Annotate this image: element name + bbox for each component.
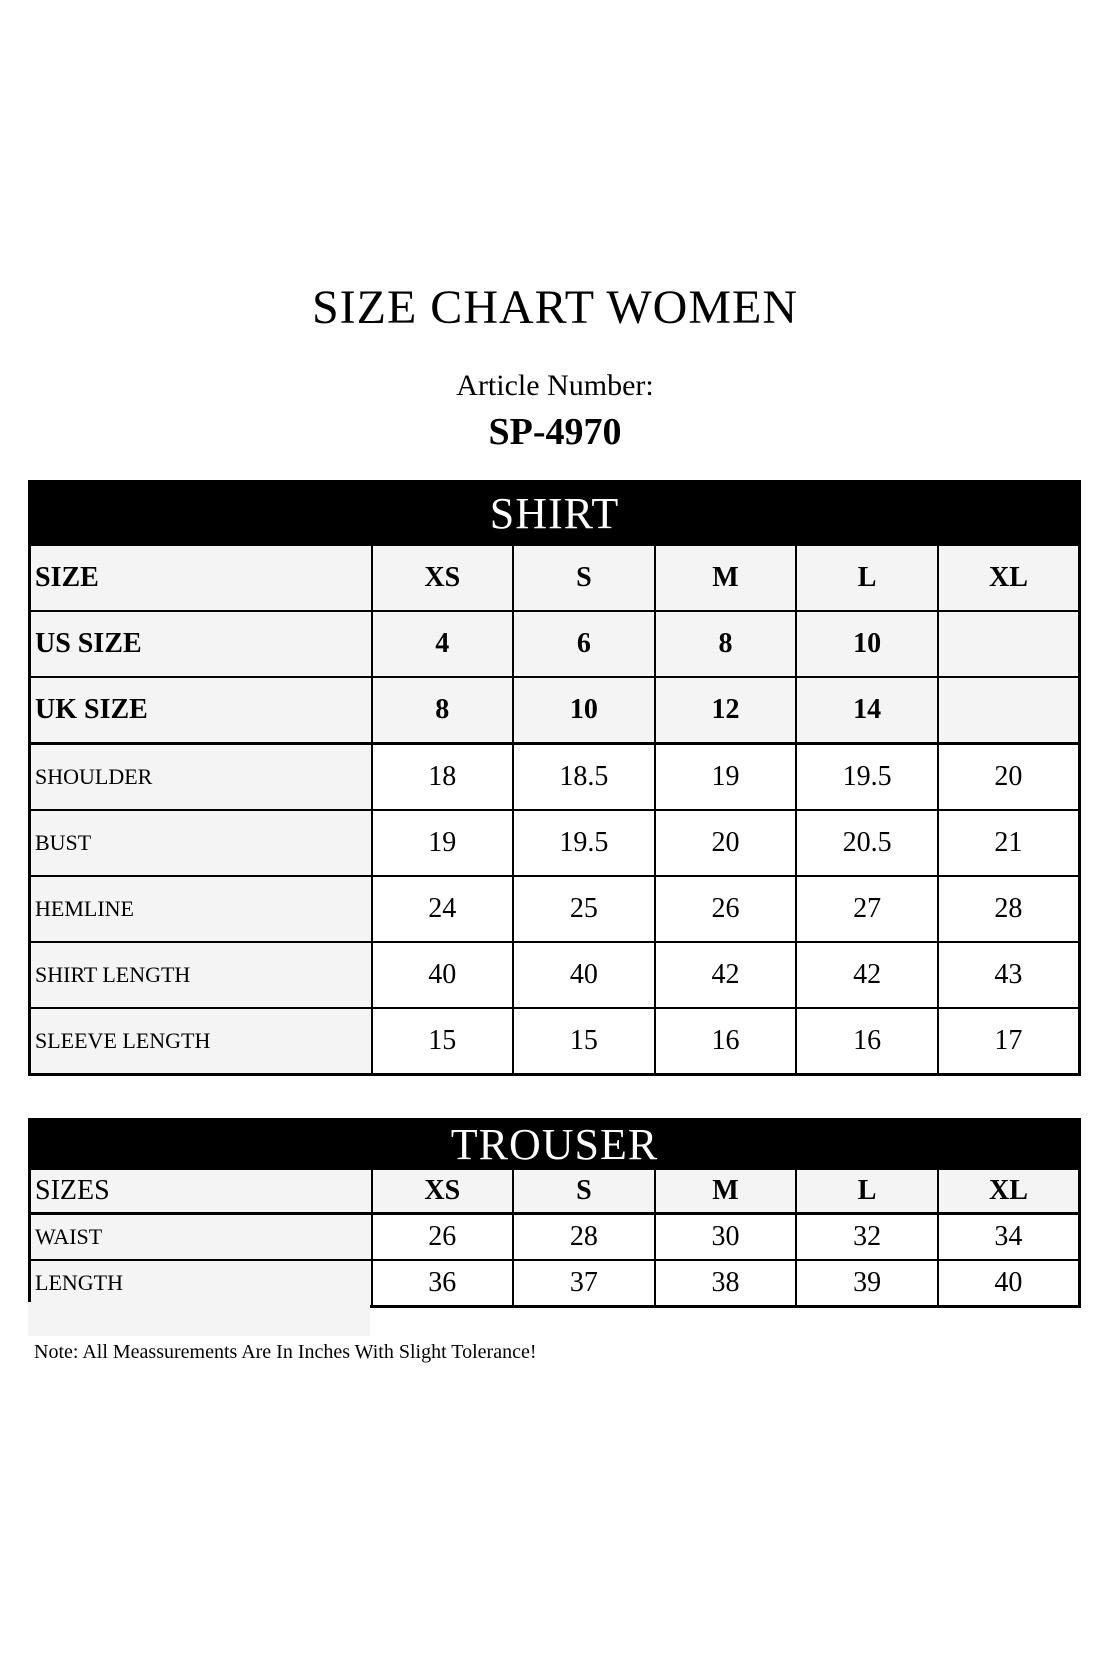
table-cell: 39 bbox=[796, 1260, 938, 1307]
table-cell: 14 bbox=[796, 677, 938, 744]
trouser-size-header-cell: XL bbox=[938, 1169, 1080, 1214]
table-cell: 18.5 bbox=[513, 744, 655, 811]
table-cell: 28 bbox=[938, 876, 1080, 942]
row-label: SHOULDER bbox=[30, 744, 372, 811]
shirt-size-header-cell: XS bbox=[372, 545, 514, 611]
table-cell: 20 bbox=[655, 810, 797, 876]
table-cell: 17 bbox=[938, 1008, 1080, 1075]
table-cell: 28 bbox=[513, 1214, 655, 1261]
table-cell: 8 bbox=[655, 611, 797, 677]
table-cell: 36 bbox=[372, 1260, 514, 1307]
table-cell: 32 bbox=[796, 1214, 938, 1261]
table-cell: 4 bbox=[372, 611, 514, 677]
table-cell: 40 bbox=[938, 1260, 1080, 1307]
table-cell: 30 bbox=[655, 1214, 797, 1261]
shirt-size-header-cell: S bbox=[513, 545, 655, 611]
table-cell: 40 bbox=[513, 942, 655, 1008]
article-number: SP-4970 bbox=[488, 411, 622, 453]
table-cell: 27 bbox=[796, 876, 938, 942]
article-number-label: Article Number: bbox=[456, 369, 654, 402]
table-cell: 26 bbox=[655, 876, 797, 942]
table-row bbox=[30, 1260, 1080, 1307]
row-label: SHIRT LENGTH bbox=[30, 942, 372, 1008]
table-cell: 15 bbox=[513, 1008, 655, 1075]
table-cell: 26 bbox=[372, 1214, 514, 1261]
table-cell: 37 bbox=[513, 1260, 655, 1307]
table-cell: 42 bbox=[655, 942, 797, 1008]
trouser-size-header-cell: S bbox=[513, 1169, 655, 1214]
row-label: LENGTH bbox=[30, 1260, 372, 1307]
table-cell: 12 bbox=[655, 677, 797, 744]
shirt-size-header-cell: XL bbox=[938, 545, 1080, 611]
table-cell: 20.5 bbox=[796, 810, 938, 876]
shirt-size-header-cell: M bbox=[655, 545, 797, 611]
table-cell: 18 bbox=[372, 744, 514, 811]
table-cell: 10 bbox=[513, 677, 655, 744]
decorative-gray-strip bbox=[28, 1302, 370, 1336]
shirt-size-header-label: SIZE bbox=[30, 545, 372, 611]
shirt-size-header-cell: L bbox=[796, 545, 938, 611]
table-row bbox=[30, 876, 1080, 942]
table-row bbox=[30, 942, 1080, 1008]
row-label: BUST bbox=[30, 810, 372, 876]
trouser-size-header-cell: M bbox=[655, 1169, 797, 1214]
trouser-section-heading: TROUSER bbox=[30, 1120, 1080, 1170]
table-cell bbox=[938, 611, 1080, 677]
shirt-size-table bbox=[28, 480, 1081, 1076]
trouser-size-header-label: SIZES bbox=[30, 1169, 372, 1214]
table-cell: 6 bbox=[513, 611, 655, 677]
table-cell: 21 bbox=[938, 810, 1080, 876]
table-cell: 43 bbox=[938, 942, 1080, 1008]
table-cell: 15 bbox=[372, 1008, 514, 1075]
row-label: WAIST bbox=[30, 1214, 372, 1261]
page-title: SIZE CHART WOMEN bbox=[311, 281, 798, 334]
table-cell: 10 bbox=[796, 611, 938, 677]
row-label: HEMLINE bbox=[30, 876, 372, 942]
table-cell: 19 bbox=[372, 810, 514, 876]
table-cell: 19.5 bbox=[796, 744, 938, 811]
table-row bbox=[30, 1214, 1080, 1261]
table-cell: 42 bbox=[796, 942, 938, 1008]
table-row bbox=[30, 744, 1080, 811]
table-cell: 19 bbox=[655, 744, 797, 811]
table-cell: 8 bbox=[372, 677, 514, 744]
shirt-section-heading: SHIRT bbox=[30, 482, 1080, 546]
table-row bbox=[30, 810, 1080, 876]
table-cell bbox=[938, 677, 1080, 744]
table-cell: 16 bbox=[796, 1008, 938, 1075]
table-row bbox=[30, 677, 1080, 744]
trouser-size-table bbox=[28, 1118, 1081, 1308]
table-cell: 34 bbox=[938, 1214, 1080, 1261]
table-cell: 24 bbox=[372, 876, 514, 942]
trouser-size-header-cell: L bbox=[796, 1169, 938, 1214]
table-cell: 25 bbox=[513, 876, 655, 942]
table-cell: 40 bbox=[372, 942, 514, 1008]
table-cell: 20 bbox=[938, 744, 1080, 811]
table-cell: 16 bbox=[655, 1008, 797, 1075]
table-cell: 38 bbox=[655, 1260, 797, 1307]
row-label: US SIZE bbox=[30, 611, 372, 677]
table-cell: 19.5 bbox=[513, 810, 655, 876]
trouser-size-header-cell: XS bbox=[372, 1169, 514, 1214]
row-label: UK SIZE bbox=[30, 677, 372, 744]
row-label: SLEEVE LENGTH bbox=[30, 1008, 372, 1075]
table-row bbox=[30, 1008, 1080, 1075]
table-row bbox=[30, 611, 1080, 677]
measurement-note: Note: All Meassurements Are In Inches With Slight Tolerance! bbox=[34, 1341, 537, 1363]
